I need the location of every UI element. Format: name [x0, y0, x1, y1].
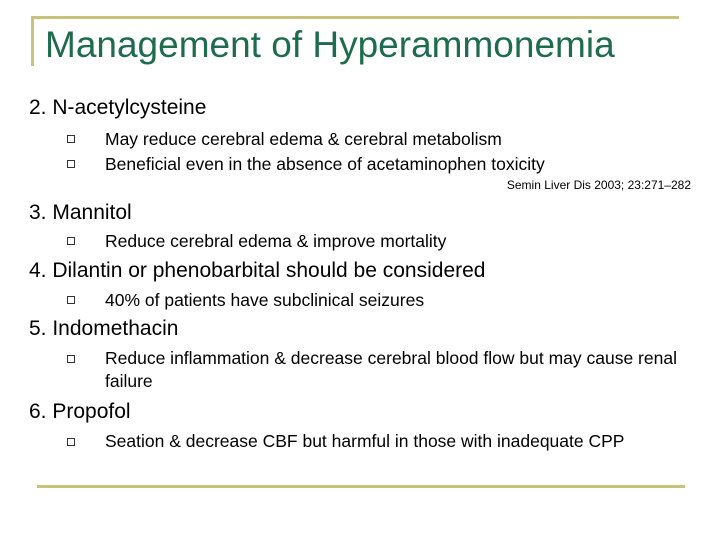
square-bullet-icon	[67, 237, 75, 245]
frame-top-border	[31, 16, 679, 19]
bullet-item: Seation & decrease CBF but harmful in those with inadequate CPP	[105, 431, 625, 451]
bullet-item: Reduce cerebral edema & improve mortality	[105, 231, 447, 251]
section-heading-mannitol: 3. Mannitol	[29, 201, 132, 224]
bullet-item: 40% of patients have subclinical seizures	[105, 290, 425, 310]
section-heading-indomethacin: 5. Indomethacin	[29, 317, 179, 340]
square-bullet-icon	[67, 160, 75, 168]
square-bullet-icon	[67, 296, 75, 304]
citation: Semin Liver Dis 2003; 23:271–282	[506, 178, 691, 192]
square-bullet-icon	[67, 135, 75, 143]
section-heading-propofol: 6. Propofol	[29, 400, 131, 423]
frame-left-border	[31, 16, 34, 66]
slide-title: Management of Hyperammonemia	[45, 24, 615, 65]
bullet-item: Reduce inflammation & decrease cerebral blood flow but may cause renal failure	[105, 348, 677, 391]
bullet-item: May reduce cerebral edema & cerebral metabolism	[105, 129, 502, 149]
square-bullet-icon	[67, 438, 75, 446]
bullet-item: Beneficial even in the absence of acetaminophen toxicity	[105, 154, 545, 174]
section-heading-nac: 2. N-acetylcysteine	[29, 96, 207, 119]
square-bullet-icon	[67, 355, 75, 363]
section-heading-anticonvulsants: 4. Dilantin or phenobarbital should be considered	[29, 259, 486, 282]
frame-bottom-border	[37, 485, 685, 488]
